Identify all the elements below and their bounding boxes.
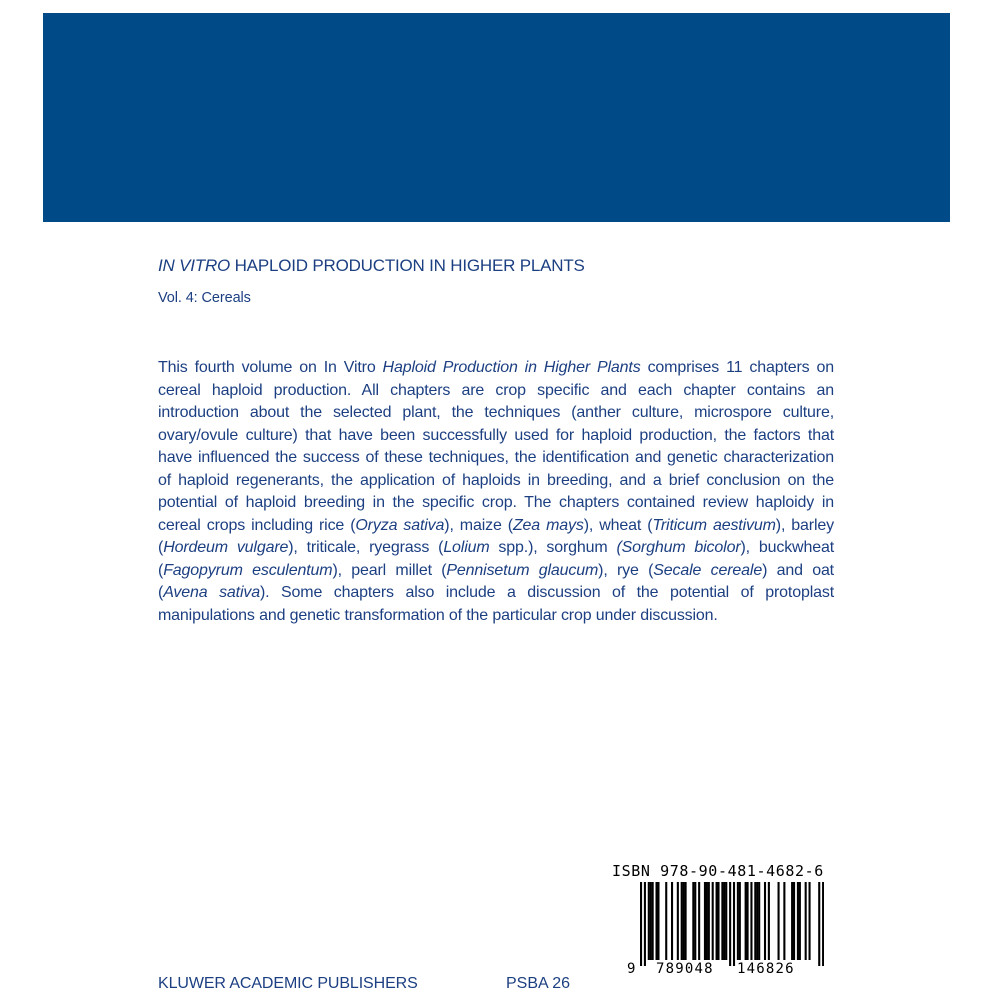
barcode-bar bbox=[756, 882, 758, 960]
description-run: ), wheat ( bbox=[583, 516, 653, 534]
barcode-bar bbox=[681, 882, 683, 960]
barcode-bar bbox=[809, 882, 811, 960]
barcode-bar bbox=[698, 882, 700, 960]
barcode-bar bbox=[750, 882, 752, 960]
barcode-bar bbox=[708, 882, 710, 960]
barcode-bar bbox=[716, 882, 718, 960]
barcode-bar bbox=[692, 882, 694, 960]
description-italic-run: Avena sativa bbox=[163, 584, 260, 601]
barcode-bar bbox=[818, 882, 820, 966]
description-italic-run: Hordeum vulgare bbox=[163, 539, 289, 556]
barcode-bar bbox=[799, 882, 801, 960]
series-code: PSBA 26 bbox=[506, 975, 571, 992]
volume-subtitle: Vol. 4: Cereals bbox=[158, 290, 251, 306]
description-italic-run: (Sorghum bicolor bbox=[616, 539, 741, 556]
barcode-bar bbox=[717, 882, 719, 960]
barcode-bar bbox=[683, 882, 685, 960]
barcode-bar bbox=[768, 882, 770, 960]
barcode-bar bbox=[797, 882, 799, 960]
barcode-bar bbox=[725, 882, 727, 960]
publisher-name: KLUWER ACADEMIC PUBLISHERS bbox=[158, 975, 418, 992]
barcode-bar bbox=[791, 882, 793, 960]
barcode-bar bbox=[671, 882, 673, 960]
description-run: ), pearl millet ( bbox=[332, 561, 447, 579]
description-italic-run: Haploid Production in Higher Plants bbox=[382, 359, 641, 376]
description-italic-run: Triticum aestivum bbox=[652, 516, 776, 534]
description-run: ), buckwheat ( bbox=[158, 539, 834, 579]
barcode-bar bbox=[733, 882, 735, 966]
description-italic-run: Pennisetum glaucum bbox=[446, 561, 599, 579]
description-run: ), rye ( bbox=[598, 561, 654, 579]
barcode-bar bbox=[745, 882, 747, 960]
description-run: ), barley ( bbox=[158, 516, 834, 556]
barcode-bar bbox=[650, 882, 652, 960]
barcode-bar bbox=[657, 882, 659, 960]
description-run: This fourth volume on In Vitro bbox=[158, 359, 383, 376]
description-italic-run: Secale cereale bbox=[653, 561, 763, 579]
barcode-bar bbox=[783, 882, 785, 960]
barcode-bar bbox=[754, 882, 756, 960]
description-run: spp.), sorghum bbox=[489, 539, 617, 556]
title-italic: IN VITRO bbox=[158, 256, 231, 275]
barcode-bar bbox=[706, 882, 708, 960]
barcode-bar bbox=[758, 882, 760, 960]
barcode-bar bbox=[648, 882, 650, 960]
barcode-bar bbox=[747, 882, 749, 960]
barcode-bar bbox=[723, 882, 725, 960]
description-run: ), maize ( bbox=[444, 516, 513, 534]
barcode-bar bbox=[739, 882, 741, 960]
barcode-bar bbox=[644, 882, 646, 966]
barcode-bar bbox=[729, 882, 731, 966]
barcode-bar bbox=[640, 882, 642, 966]
isbn-label: ISBN 978-90-481-4682-6 bbox=[612, 862, 824, 880]
description-run: ), triticale, ryegrass ( bbox=[288, 539, 444, 556]
barcode-bar bbox=[822, 882, 824, 966]
title-rest: HAPLOID PRODUCTION IN HIGHER PLANTS bbox=[230, 256, 585, 275]
description-italic-run: Lolium bbox=[443, 539, 490, 556]
description-italic-run: Zea mays bbox=[512, 516, 584, 534]
barcode-bar bbox=[704, 882, 706, 960]
barcode-bar bbox=[805, 882, 807, 960]
barcode-bar bbox=[655, 882, 657, 960]
barcode-bar bbox=[677, 882, 679, 960]
barcode-bar bbox=[793, 882, 795, 960]
barcode-digits-right: 146826 bbox=[737, 961, 795, 977]
description-run: comprises 11 chapters on cereal haploid production. All chapters are crop specific and each chapter contains an introduction about the selected plant, the techniques (anther culture, microspore culture, ovary/ovule culture) that have been successfully used for haploid production, the factors that have influenced the success of these techniques, the identification and genetic characterization of haploid regenerants, the application of haploids in breeding, and a brief conclusion on the potential of haploid breeding in the specific crop. The chapters contained review haploidy in cereal crops including rice ( bbox=[158, 359, 835, 534]
barcode-bar bbox=[778, 882, 780, 960]
description-run: ). Some chapters also include a discussion of the potential of protoplast manipulations and genetic transformation of the particular crop under discussion. bbox=[158, 584, 834, 624]
barcode-digit-first: 9 bbox=[627, 961, 637, 977]
description-italic-run: Oryza sativa bbox=[355, 516, 445, 534]
barcode-bar bbox=[764, 882, 766, 960]
barcode-bar bbox=[665, 882, 667, 960]
barcode-bar bbox=[721, 882, 723, 960]
book-description bbox=[158, 357, 834, 627]
barcode-digits-left: 789048 bbox=[656, 961, 714, 977]
barcode-bar bbox=[685, 882, 687, 960]
cover-banner bbox=[43, 13, 950, 222]
barcode-bar bbox=[694, 882, 696, 960]
isbn-barcode bbox=[640, 882, 824, 966]
description-italic-run: Fagopyrum esculentum bbox=[163, 561, 333, 579]
description-run: ) and oat ( bbox=[158, 561, 834, 601]
book-title bbox=[158, 256, 585, 276]
barcode-bar bbox=[712, 882, 714, 960]
barcode-bar bbox=[737, 882, 739, 960]
barcode-bar bbox=[652, 882, 654, 960]
